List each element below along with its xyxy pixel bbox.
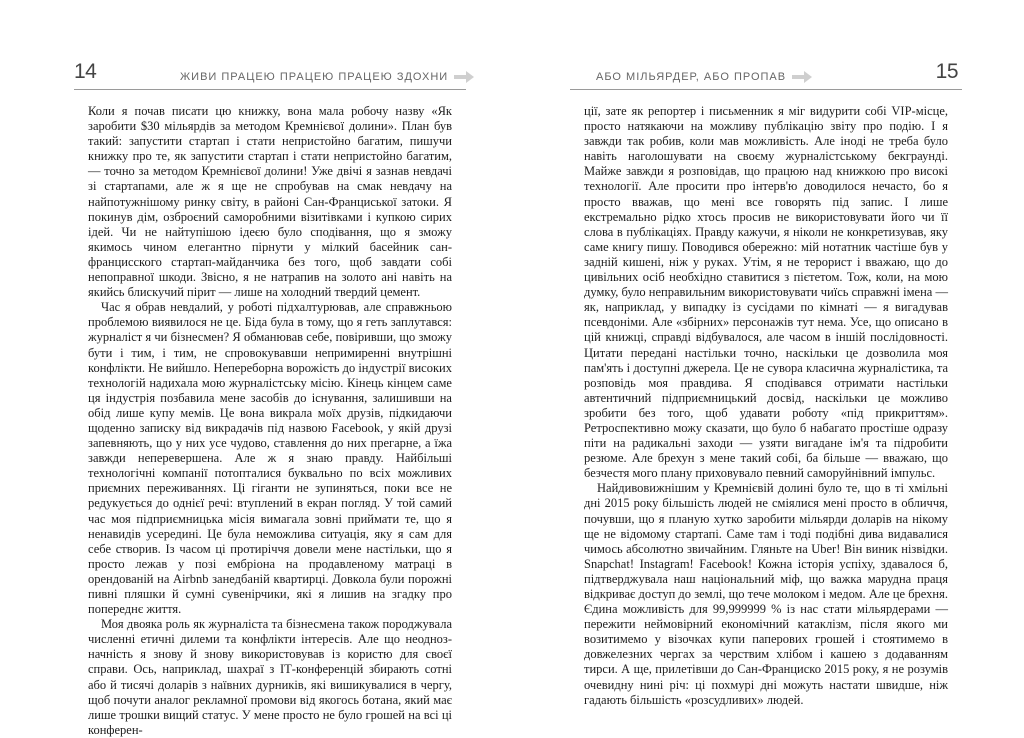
paragraph: Моя двояка роль як журналіста та бізнесмена також породжувала численні етичні дилеми та конфлікти інтересів. Але що неоднозначність я знову й знову використовував із користю для своєї справи. Ось, наприклад, шахраї з ІТ-конференцій збирають сотні або й тисячі доларів з наївних дурників, які вишикувалися в чергу, щоб почути аналог рекламної промови від якогось ботана, який має лише трошки вищий статус. У мене просто не було грошей на всі ці конферен- [88,617,452,737]
paragraph: Час я обрав невдалий, у роботі підхалтурював, але справжньою проблемою виявилося не це. Біда була в тому, що я геть заплутався: журналіст я чи бізнесмен? Я обманював себе, повіривши, що зможу бути і тим, і тим, не спровокувавши непримиренні внутрішні конфлікти. Не вийшло. Непереборна ворожість до індустрії високих технологій надихала мою журналістську місію. Кінець кінцем саме ця індустрія позбавила мене засобів до існування, залишивши на обід лише купу мемів. Це вона викрала моїх друзів, підкидаючи щоденно записку від викрадачів під назвою Facebook, у якій друзі запевняють, що у них усе чудово, ставлення до них прегарне, а їжа завжди неперевершена. Але ж я знаю правду. Найбільші технологічні компанії потопталися буквально по всіх можливих приємних переживаннях. Ці гіганти не зупиняться, поки все не редукується до однієї речі: втуплений в екран погляд. У той самий час моя підприємницька місія вимагала зовні приймати те, що я ненавидів усередині. Це була неможлива ситуація, яку я сам для себе створив. Із часом ці протиріччя довели мене настільки, що я просто лежав у позі ембріона на продавленому матраці в орендованій на Airbnb занедбаній квартирці. Довкола були порожні пивні пляшки й сумні сувенірчики, які я лишив на згадку про попереднє життя. [88,300,452,617]
left-page [0,0,512,737]
running-head-text: ЖИВИ ПРАЦЕЮ ПРАЦЕЮ ПРАЦЕЮ ЗДОХНИ [180,71,449,83]
arrow-right-icon [454,71,474,83]
paragraph: ції, зате як репортер і письменник я міг видурити собі VIP-місце, просто натякаючи на можливу публікацію звіту про подію. І я завжди так робив, коли мав можливість. Але іноді не треба було навіть наголошувати на своєму журналістському бекграунді. Майже завжди я розповідав, що працюю над книжкою про високі технології. Але просити про інтерв'ю доводилося нечасто, бо я просто вважав, що мені все говорять під запис. І лише екстремально рідко хтось просив не використовувати його чи її слова в публікаціях. Правду кажучи, я ніколи не конкретизував, яку саме книгу пишу. Поводився обережно: мій нотатник частіше був у задній кишені, ніж у руках. Утім, я не терорист і вважаю, що до цивільних осіб необхідно ставитися з пієтетом. Тож, коли, на мою думку, було неправильним використовувати чиїсь справжні імена — як, наприклад, у випадку із сусідами по кімнаті — я вигадував псевдоніми. Але «збірних» персонажів тут нема. Усе, що описано в цій книжці, справді відбувалося, але часом в іншій послідовності. Цитати передані настільки точно, наскільки це дозволила моя пам'ять і доступні джерела. Це не сувора класична журналістика, та розповідь моя правдива. Я сподівався отримати настільки автентичний підприємницький досвід, наскільки це можливо зробити без того, щоб удавати роботу «під прикриттям». Ретроспективно можу сказати, що було б набагато простіше одразу піти на радикальні заходи — узяти вигадане ім'я та підробити резюме. Але брехун з мене такий собі, ба більше — вважаю, що безчестя мого плану приховувало певний саморуйнівний імпульс. [584,104,948,481]
running-head [180,71,474,83]
body-text [584,104,948,708]
header-rule [570,89,962,90]
header-rule [74,89,466,90]
page-number: 14 [74,60,97,83]
page-number: 15 [935,60,958,83]
running-head-text: АБО МІЛЬЯРДЕР, АБО ПРОПАВ [596,71,787,83]
paragraph: Коли я почав писати цю книжку, вона мала робочу назву «Як заробити $30 мільярдів за методом Кремнієвої долини». План був такий: запустити стартап і стати непристойно багатим, пишучи книжку про те, як запустити стартап і стати непристойно багатим,— точно за методом Кремнієвої долини! Уже двічі я зазнав невдачі зі стартапами, але ж я ще не спробував на смак невдачу на найпотужнішому ринку світу, в районі Сан-Франциської затоки. Я покинув дім, озброєний саморобними візитівками і купкою сирих ідей. Чи не найтупішою ідеєю було сподівання, що я зможу якимось чином елегантно пірнути у мілкий басейник сан-францисского стартап-майданчика без того, щоб завдати собі непоправної шкоди. Звісно, я не натрапив на золото ані навіть на якийсь блискучий пірит — лише на холодний твердий цемент. [88,104,452,300]
body-text [88,104,452,738]
paragraph: Найдивовижнішим у Кремнієвій долині було те, що в ті хмільні дні 2015 року більшість людей не сміялися мені просто в обличчя, почувши, що я планую хутко заробити мільярди доларів на нікому ще не відомому стартапі. Саме там і тоді подібні дива видавалися чимось абсолютно звичайним. Гляньте на Uber! Він виник нізвідки. Snapchat! Instagram! Facebook! Кожна історія успіху, здавалося б, підтверджувала наш національний міф, що важка марудна праця відкриває доступ до землі, що тече молоком і медом. Але це брехня. Єдина можливість для 99,999999 % із нас стати мільярдерами — пережити неймовірний економічний катаклізм, після якого ми возитимемо у візочках купи паперових грошей і стоятимемо в довжелезних чергах за черствим хлібом і кашею з додаванням тирси. А ще, прилетівши до Сан-Франциско 2015 року, я не розумів очевидну нині річ: ці похмурі дні можуть настати швидше, ніж гадають більшість «розсудливих» людей. [584,481,948,707]
running-head [596,71,812,83]
right-page [512,0,1024,724]
arrow-right-icon [792,71,812,83]
